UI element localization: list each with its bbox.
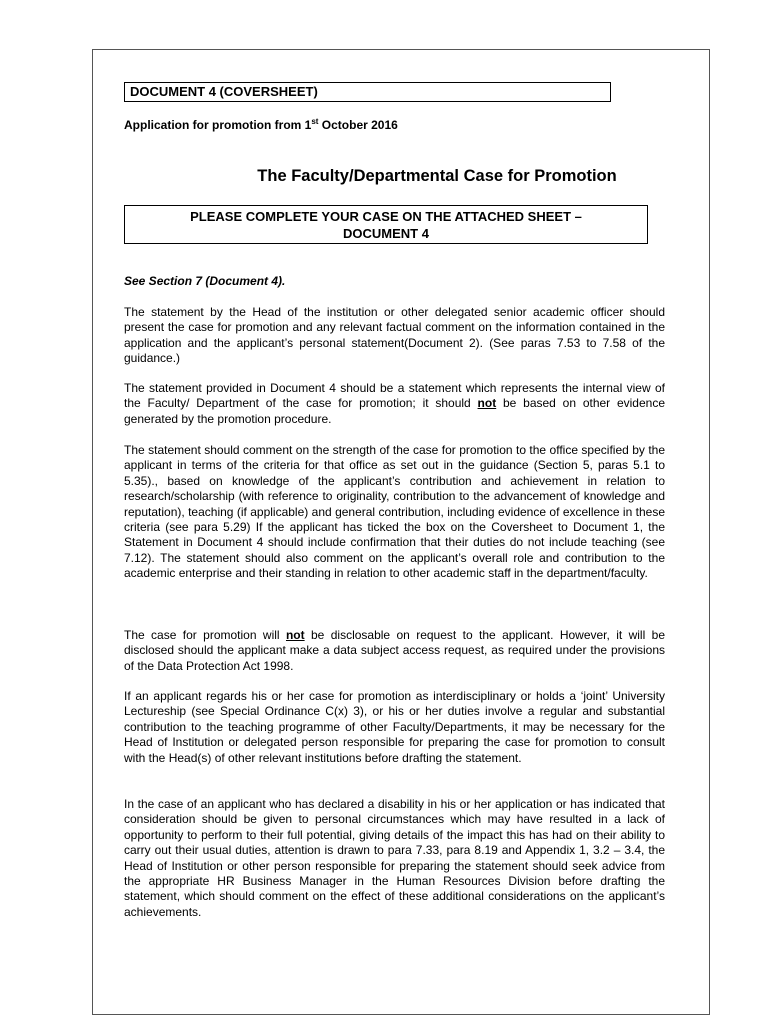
paragraph-head-statement: The statement by the Head of the institution or other delegated senior academic officer should present the case for promotion and any relevant factual comment on the information contained in the application and the applicant’s personal statement(Document 2). (See paras 7.53 to 7.58 of the guidance.) <box>124 305 665 366</box>
paragraph-strength-of-case: The statement should comment on the strength of the case for promotion to the office specified by the applicant in terms of the criteria for that office as set out in the guidance (Section 5, paras 5.1 to 5.35)., based on knowledge of the applicant’s contribution and achievement in relation to research/scholarship (with reference to originality, contribution to the advancement of knowledge and reputation), teaching (if applicable) and general contribution, including evidence of excellence in these criteria (see para 5.29) If the applicant has ticked the box on the Coversheet to Document 1, the Statement in Document 4 should include confirmation that their duties do not include teaching (see 7.12). The statement should also comment on the applicant’s overall role and contribution to the academic enterprise and their standing in relation to other academic staff in the department/faculty. <box>124 443 665 581</box>
document-page <box>92 49 710 1015</box>
paragraph-interdisciplinary: If an applicant regards his or her case for promotion as interdisciplinary or holds a ‘joint’ University Lectureship (see Special Ordinance C(x) 3), or his or her duties involve a regular and substantial contribution to the teaching programme of other Faculty/Departments, it may be necessary for the Head of Institution or delegated person responsible for preparing the case for promotion to consult with the Head(s) of other relevant institutions before drafting the statement. <box>124 689 665 765</box>
notice-line-1: PLEASE COMPLETE YOUR CASE ON THE ATTACHED SHEET – <box>190 209 582 224</box>
application-date-suffix: October 2016 <box>318 118 398 132</box>
paragraph-text: The statement provided in Document 4 should be a statement which represents the internal view of the Faculty/ Department of the case for promotion; it should <box>124 381 665 411</box>
application-date-line <box>124 117 398 132</box>
document-label-box: DOCUMENT 4 (COVERSHEET) <box>124 82 611 102</box>
paragraph-disclosure <box>124 628 665 674</box>
notice-line-2: DOCUMENT 4 <box>343 226 429 241</box>
section-reference: See Section 7 (Document 4). <box>124 274 286 288</box>
paragraph-text: be based on other evidence generated by the promotion procedure. <box>124 396 666 426</box>
paragraph-disability: In the case of an applicant who has declared a disability in his or her application or has indicated that consideration should be given to personal circumstances which may have resulted in a lack of opportunity to perform to their full potential, giving details of the impact this has had on their ability to carry out their usual duties, attention is drawn to para 7.33, para 8.19 and Appendix 1, 3.2 – 3.4, the Head of Institution or other person responsible for preparing the statement should seek advice from the appropriate HR Business Manager in the Human Resources Division before drafting the statement, which should comment on the effect of these additional considerations on the applicant’s achievements. <box>124 797 665 919</box>
paragraph-text: be disclosable on request to the applicant. However, it will be disclosed should the applicant make a data subject access request, as required under the provisions of the Data Protection Act 1998. <box>124 628 665 673</box>
application-date-prefix: Application for promotion from 1 <box>124 118 312 132</box>
paragraph-internal-view <box>124 381 665 427</box>
emphasis-not: not <box>477 396 497 411</box>
ordinal-suffix: st <box>311 117 319 126</box>
paragraph-text: The case for promotion will <box>124 628 286 642</box>
notice-box <box>124 205 648 244</box>
emphasis-not: not <box>285 628 305 642</box>
page-title: The Faculty/Departmental Case for Promotion <box>257 167 617 185</box>
